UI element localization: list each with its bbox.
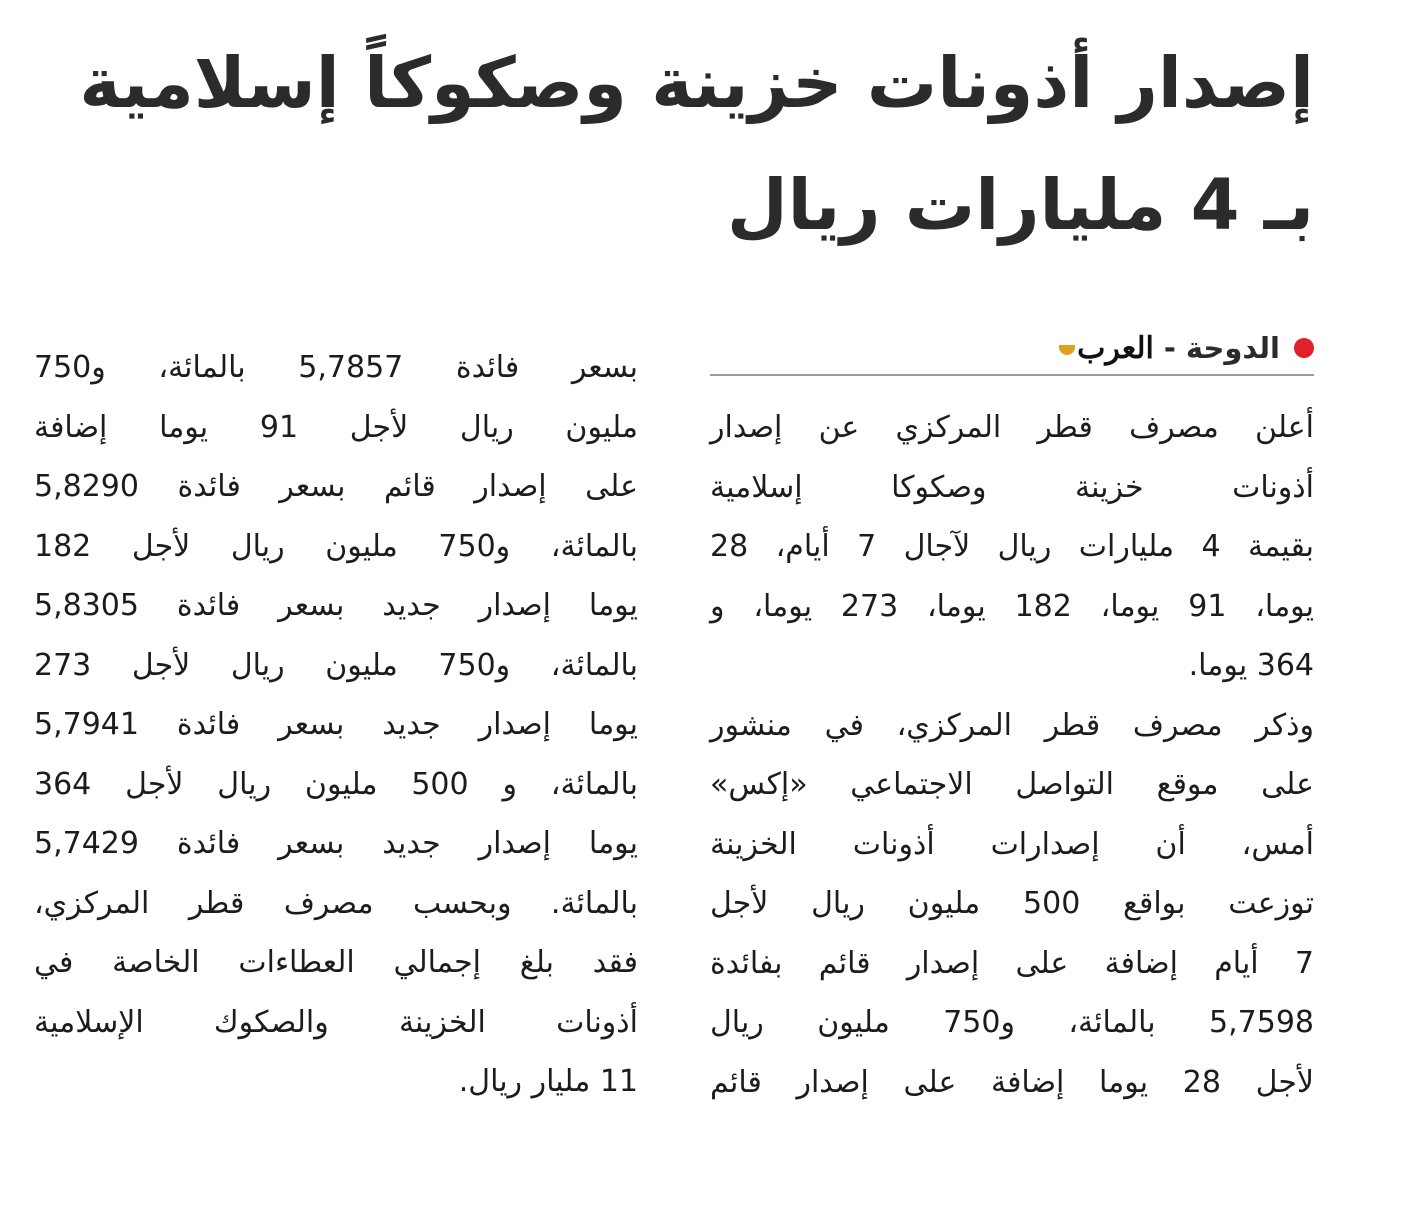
article-line: وذكر مصرف قطر المركزي، في منشور <box>710 707 1314 743</box>
newspaper-logo <box>1053 331 1154 366</box>
article-line: بالمائة، و 500 مليون ريال لأجل 364 <box>34 766 638 802</box>
article-line: أعلن مصرف قطر المركزي عن إصدار <box>710 410 1314 445</box>
article-line: أمس، أن إصدارات أذونات الخزينة <box>710 826 1314 862</box>
article-line: 5,7598 بالمائة، و750 مليون ريال <box>710 1005 1314 1040</box>
article-line: 364 يوما. <box>1188 648 1314 683</box>
article-line: يوما، 91 يوما، 182 يوما، 273 يوما، و <box>710 588 1314 624</box>
article-line: مليون ريال لأجل 91 يوما إضافة <box>34 409 638 445</box>
logo-text: العرب <box>1077 330 1154 366</box>
article-line: أذونات الخزينة والصكوك الإسلامية <box>34 1004 638 1040</box>
article-line: يوما إصدار جديد بسعر فائدة 5,8305 <box>34 588 638 623</box>
red-dot-icon <box>1294 338 1314 358</box>
article-line: بقيمة 4 مليارات ريال لآجال 7 أيام، 28 <box>710 529 1314 564</box>
article-line: 7 أيام إضافة على إصدار قائم بفائدة <box>710 945 1314 981</box>
article-line: بسعر فائدة 5,7857 بالمائة، و750 <box>34 350 638 385</box>
headline-line-1: إصدار أذونات خزينة وصكوكاً إسلامية <box>79 42 1314 124</box>
logo-mark-icon <box>1059 345 1075 355</box>
article-column-left <box>34 338 638 1112</box>
headline-line-2: بـ 4 مليارات ريال <box>726 164 1314 246</box>
article-line: بالمائة. وبحسب مصرف قطر المركزي، <box>34 885 638 921</box>
article-column-right <box>710 398 1314 1112</box>
dateline <box>710 322 1314 376</box>
article-line: يوما إصدار جديد بسعر فائدة 5,7941 <box>34 707 638 742</box>
article-line: توزعت بواقع 500 مليون ريال لأجل <box>710 886 1314 921</box>
article-line: على موقع التواصل الاجتماعي «إكس» <box>710 767 1314 802</box>
article-line: على إصدار قائم بسعر فائدة 5,8290 <box>34 469 638 504</box>
article-line: بالمائة، و750 مليون ريال لأجل 273 <box>34 647 638 683</box>
dateline-separator: - <box>1163 331 1176 365</box>
dateline-city: الدوحة <box>1185 331 1280 365</box>
article-line: أذونات خزينة وصكوكا إسلامية <box>710 469 1314 505</box>
article-line: لأجل 28 يوما إضافة على إصدار قائم <box>710 1064 1314 1100</box>
article-line: بالمائة، و750 مليون ريال لأجل 182 <box>34 528 638 564</box>
headline <box>79 22 1314 266</box>
article-line: 11 مليار ريال. <box>458 1064 638 1099</box>
article-line: يوما إصدار جديد بسعر فائدة 5,7429 <box>34 826 638 861</box>
article-line: فقد بلغ إجمالي العطاءات الخاصة في <box>34 945 638 980</box>
